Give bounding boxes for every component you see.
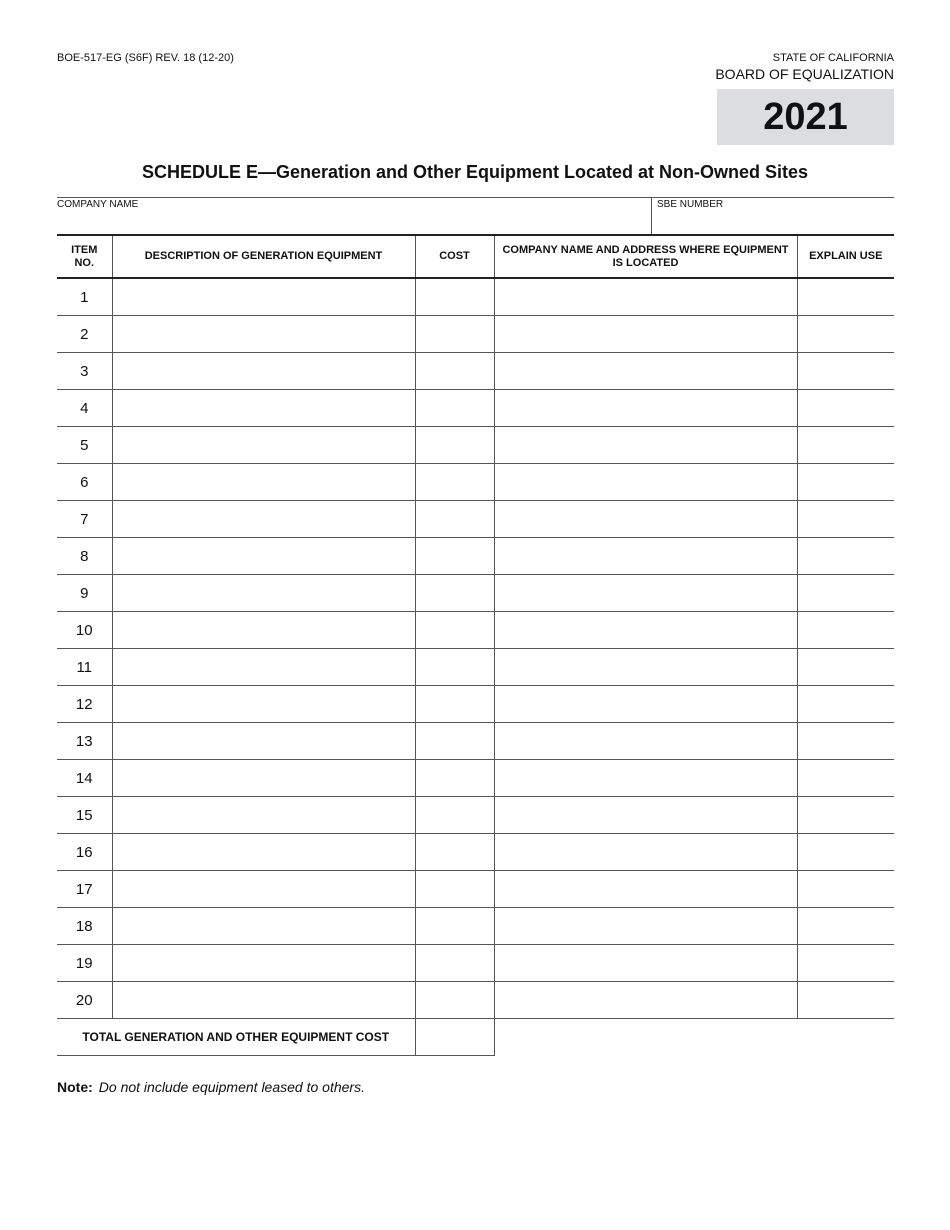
location-cell[interactable]: [494, 982, 797, 1019]
table-row: [57, 686, 894, 723]
explain-use-cell[interactable]: [797, 538, 894, 575]
item-no-cell: 9: [57, 575, 112, 612]
table-row: [57, 353, 894, 390]
description-cell[interactable]: [112, 278, 415, 316]
explain-use-cell[interactable]: [797, 353, 894, 390]
column-header-location: COMPANY NAME AND ADDRESS WHERE EQUIPMENT IS LOCATED: [494, 235, 797, 278]
company-name-label: COMPANY NAME: [57, 199, 139, 210]
item-no-cell: 3: [57, 353, 112, 390]
table-row: [57, 390, 894, 427]
year-text: 2021: [763, 95, 848, 138]
location-cell[interactable]: [494, 278, 797, 316]
location-cell[interactable]: [494, 538, 797, 575]
table-row: [57, 982, 894, 1019]
location-cell[interactable]: [494, 575, 797, 612]
year-badge: [717, 89, 894, 145]
state-label: STATE OF CALIFORNIA: [772, 52, 894, 64]
table-row: [57, 316, 894, 353]
explain-use-cell[interactable]: [797, 723, 894, 760]
table-row: [57, 575, 894, 612]
cost-cell[interactable]: [415, 908, 494, 945]
item-no-cell: 1: [57, 278, 112, 316]
description-cell[interactable]: [112, 538, 415, 575]
table-row: [57, 538, 894, 575]
explain-use-cell[interactable]: [797, 982, 894, 1019]
note-text: Do not include equipment leased to others.: [98, 1079, 365, 1095]
item-no-cell: 16: [57, 834, 112, 871]
location-cell[interactable]: [494, 834, 797, 871]
company-name-field[interactable]: [57, 199, 650, 235]
table-row: [57, 797, 894, 834]
item-no-cell: 10: [57, 612, 112, 649]
item-no-cell: 13: [57, 723, 112, 760]
description-cell[interactable]: [112, 686, 415, 723]
cost-cell[interactable]: [415, 390, 494, 427]
table-row: [57, 945, 894, 982]
explain-use-cell[interactable]: [797, 390, 894, 427]
table-row: [57, 464, 894, 501]
location-cell[interactable]: [494, 464, 797, 501]
cost-cell[interactable]: [415, 871, 494, 908]
cost-cell[interactable]: [415, 834, 494, 871]
description-cell[interactable]: [112, 834, 415, 871]
table-row: [57, 723, 894, 760]
item-no-cell: 5: [57, 427, 112, 464]
cost-cell[interactable]: [415, 353, 494, 390]
description-cell[interactable]: [112, 575, 415, 612]
description-cell[interactable]: [112, 501, 415, 538]
description-cell[interactable]: [112, 723, 415, 760]
table-row: [57, 612, 894, 649]
description-cell[interactable]: [112, 982, 415, 1019]
cost-cell[interactable]: [415, 538, 494, 575]
table-row: [57, 908, 894, 945]
item-no-cell: 4: [57, 390, 112, 427]
cost-cell[interactable]: [415, 723, 494, 760]
description-cell[interactable]: [112, 316, 415, 353]
cost-cell[interactable]: [415, 464, 494, 501]
location-cell[interactable]: [494, 760, 797, 797]
total-label: TOTAL GENERATION AND OTHER EQUIPMENT COST: [57, 1019, 415, 1056]
table-row: [57, 501, 894, 538]
item-no-cell: 15: [57, 797, 112, 834]
item-no-cell: 17: [57, 871, 112, 908]
location-cell[interactable]: [494, 945, 797, 982]
equipment-table: [57, 234, 894, 1056]
location-cell[interactable]: [494, 501, 797, 538]
explain-use-cell[interactable]: [797, 464, 894, 501]
explain-use-cell[interactable]: [797, 908, 894, 945]
form-id: BOE-517-EG (S6F) REV. 18 (12-20): [57, 52, 234, 64]
item-no-cell: 6: [57, 464, 112, 501]
cost-cell[interactable]: [415, 612, 494, 649]
location-cell[interactable]: [494, 612, 797, 649]
item-no-cell: 11: [57, 649, 112, 686]
location-cell[interactable]: [494, 649, 797, 686]
description-cell[interactable]: [112, 427, 415, 464]
column-header-cost: COST: [415, 235, 494, 278]
explain-use-cell[interactable]: [797, 575, 894, 612]
description-cell[interactable]: [112, 945, 415, 982]
cost-cell[interactable]: [415, 316, 494, 353]
cost-cell[interactable]: [415, 686, 494, 723]
explain-use-cell[interactable]: [797, 316, 894, 353]
table-row: [57, 760, 894, 797]
note: [57, 1079, 365, 1095]
explain-use-cell[interactable]: [797, 612, 894, 649]
agency-label: BOARD OF EQUALIZATION: [715, 66, 894, 82]
explain-use-cell[interactable]: [797, 945, 894, 982]
column-header-item-no: ITEM NO.: [57, 235, 112, 278]
sbe-number-label: SBE NUMBER: [657, 199, 724, 210]
cost-cell[interactable]: [415, 760, 494, 797]
location-cell[interactable]: [494, 390, 797, 427]
explain-use-cell[interactable]: [797, 686, 894, 723]
explain-use-cell[interactable]: [797, 797, 894, 834]
explain-use-cell[interactable]: [797, 427, 894, 464]
description-cell[interactable]: [112, 797, 415, 834]
table-row: [57, 834, 894, 871]
item-no-cell: 12: [57, 686, 112, 723]
cost-cell[interactable]: [415, 427, 494, 464]
sbe-number-field[interactable]: [651, 198, 894, 235]
column-header-explain-use: EXPLAIN USE: [797, 235, 894, 278]
cost-cell[interactable]: [415, 575, 494, 612]
page-title: SCHEDULE E—Generation and Other Equipment Located at Non-Owned Sites: [141, 162, 809, 182]
item-no-cell: 2: [57, 316, 112, 353]
description-cell[interactable]: [112, 760, 415, 797]
explain-use-cell[interactable]: [797, 871, 894, 908]
item-no-cell: 20: [57, 982, 112, 1019]
explain-use-cell[interactable]: [797, 649, 894, 686]
total-row: [57, 1019, 894, 1056]
column-header-description: DESCRIPTION OF GENERATION EQUIPMENT: [112, 235, 415, 278]
location-cell[interactable]: [494, 797, 797, 834]
cost-cell[interactable]: [415, 982, 494, 1019]
description-cell[interactable]: [112, 612, 415, 649]
description-cell[interactable]: [112, 908, 415, 945]
table-header-row: [57, 235, 894, 278]
location-cell[interactable]: [494, 723, 797, 760]
location-cell[interactable]: [494, 427, 797, 464]
item-no-cell: 7: [57, 501, 112, 538]
item-no-cell: 8: [57, 538, 112, 575]
table-row: [57, 649, 894, 686]
table-row: [57, 871, 894, 908]
item-no-cell: 18: [57, 908, 112, 945]
cost-cell[interactable]: [415, 278, 494, 316]
table-row: [57, 278, 894, 316]
description-cell[interactable]: [112, 649, 415, 686]
cost-cell[interactable]: [415, 649, 494, 686]
cost-cell[interactable]: [415, 945, 494, 982]
description-cell[interactable]: [112, 871, 415, 908]
item-no-cell: 14: [57, 760, 112, 797]
item-no-cell: 19: [57, 945, 112, 982]
explain-use-cell[interactable]: [797, 501, 894, 538]
explain-use-cell[interactable]: [797, 278, 894, 316]
description-cell[interactable]: [112, 390, 415, 427]
cost-cell[interactable]: [415, 797, 494, 834]
explain-use-cell[interactable]: [797, 760, 894, 797]
location-cell[interactable]: [494, 353, 797, 390]
blank-cell: [494, 1019, 894, 1056]
table-row: [57, 427, 894, 464]
note-label: Note:: [57, 1079, 93, 1095]
total-cost-cell[interactable]: [415, 1019, 494, 1056]
location-cell[interactable]: [494, 316, 797, 353]
description-cell[interactable]: [112, 353, 415, 390]
explain-use-cell[interactable]: [797, 834, 894, 871]
location-cell[interactable]: [494, 871, 797, 908]
description-cell[interactable]: [112, 464, 415, 501]
location-cell[interactable]: [494, 908, 797, 945]
cost-cell[interactable]: [415, 501, 494, 538]
location-cell[interactable]: [494, 686, 797, 723]
